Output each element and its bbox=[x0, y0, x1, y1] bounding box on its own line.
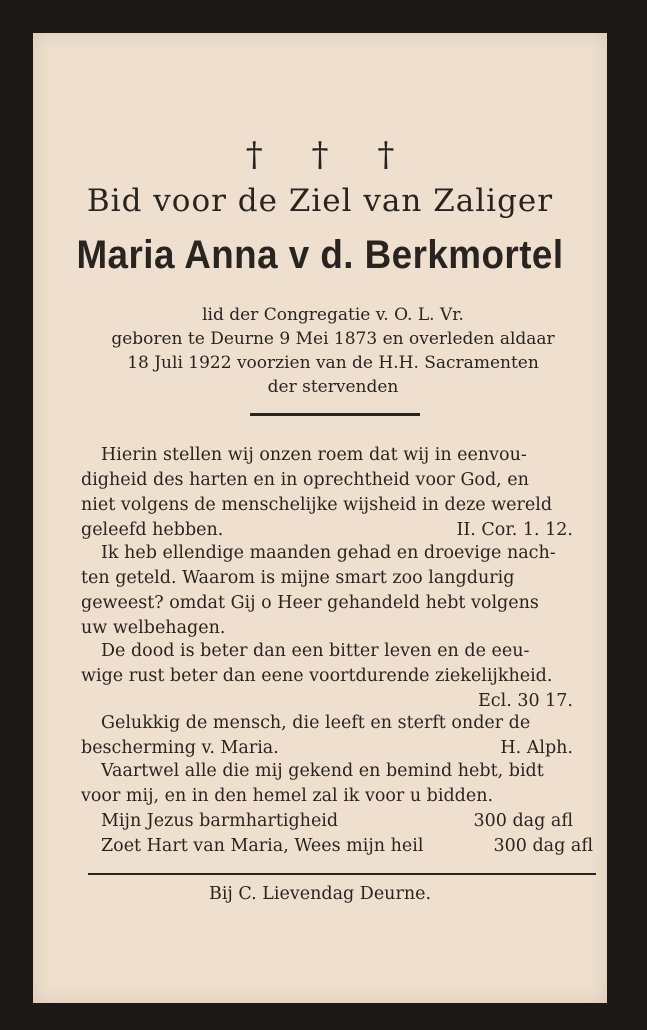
indulgence-days: 300 dag afl bbox=[493, 836, 593, 856]
verse-line: uw welbehagen. bbox=[81, 618, 226, 638]
verse bbox=[81, 541, 593, 641]
indulgence-days: 300 dag afl bbox=[473, 811, 573, 831]
verse-reference: Ecl. 30 17. bbox=[478, 691, 573, 711]
indulgences bbox=[81, 809, 593, 859]
biographical-info bbox=[73, 303, 593, 399]
verse-line: Ik heb ellendige maanden gehad en droevige nach- bbox=[101, 543, 556, 563]
cross-icon: † bbox=[377, 135, 395, 175]
verse bbox=[81, 711, 593, 761]
intro-line: geboren te Deurne 9 Mei 1873 en overleden aldaar bbox=[111, 329, 555, 349]
verse-line: De dood is beter dan een bitter leven en de eeu- bbox=[101, 641, 530, 661]
verse-reference: II. Cor. 1. 12. bbox=[456, 520, 573, 540]
prayer-heading: Bid voor de Ziel van Zaliger bbox=[86, 183, 554, 219]
verse-line: digheid des harten en in oprechtheid voor God, en bbox=[81, 470, 529, 490]
indulgence-line bbox=[81, 834, 593, 859]
intro-line: 18 Juli 1922 voorzien van de H.H. Sacramenten bbox=[127, 353, 539, 373]
divider bbox=[250, 413, 420, 416]
verse bbox=[81, 759, 593, 809]
indulgence-text: Zoet Hart van Maria, Wees mijn heil bbox=[101, 836, 424, 856]
intro-line: lid der Congregatie v. O. L. Vr. bbox=[202, 305, 464, 325]
indulgence-line bbox=[81, 809, 593, 834]
deceased-name: Maria Anna v d. Berkmortel bbox=[76, 233, 564, 277]
verse-line: Gelukkig de mensch, die leeft en sterft onder de bbox=[101, 713, 531, 733]
verse-reference: H. Alph. bbox=[500, 738, 573, 758]
verse-line: geweest? omdat Gij o Heer gehandeld hebt volgens bbox=[81, 593, 539, 613]
verse-line: ten geteld. Waarom is mijne smart zoo langdurig bbox=[81, 568, 515, 588]
indulgence-text: Mijn Jezus barmhartigheid bbox=[101, 811, 339, 831]
verse-line: niet volgens de menschelijke wijsheid in deze wereld bbox=[81, 495, 553, 515]
divider bbox=[88, 873, 596, 875]
verse-line: geleefd hebben. bbox=[81, 520, 224, 540]
verse-line: wige rust beter dan eene voortdurende ziekelijkheid. bbox=[81, 666, 553, 686]
cross-icon: † bbox=[311, 135, 329, 175]
card-paper bbox=[33, 33, 607, 1003]
verse-line: voor mij, en in den hemel zal ik voor u bidden. bbox=[81, 786, 494, 806]
intro-line: der stervenden bbox=[267, 377, 399, 397]
verse-line: Vaartwel alle die mij gekend en bemind hebt, bidt bbox=[101, 761, 544, 781]
cross-icon: † bbox=[245, 135, 263, 175]
verse-line: Hierin stellen wij onzen roem dat wij in eenvou- bbox=[101, 445, 527, 465]
crosses bbox=[33, 135, 607, 175]
verse bbox=[81, 639, 593, 714]
verse bbox=[81, 443, 593, 543]
verse-line: bescherming v. Maria. bbox=[81, 738, 279, 758]
printer-credit: Bij C. Lievendag Deurne. bbox=[208, 884, 432, 904]
